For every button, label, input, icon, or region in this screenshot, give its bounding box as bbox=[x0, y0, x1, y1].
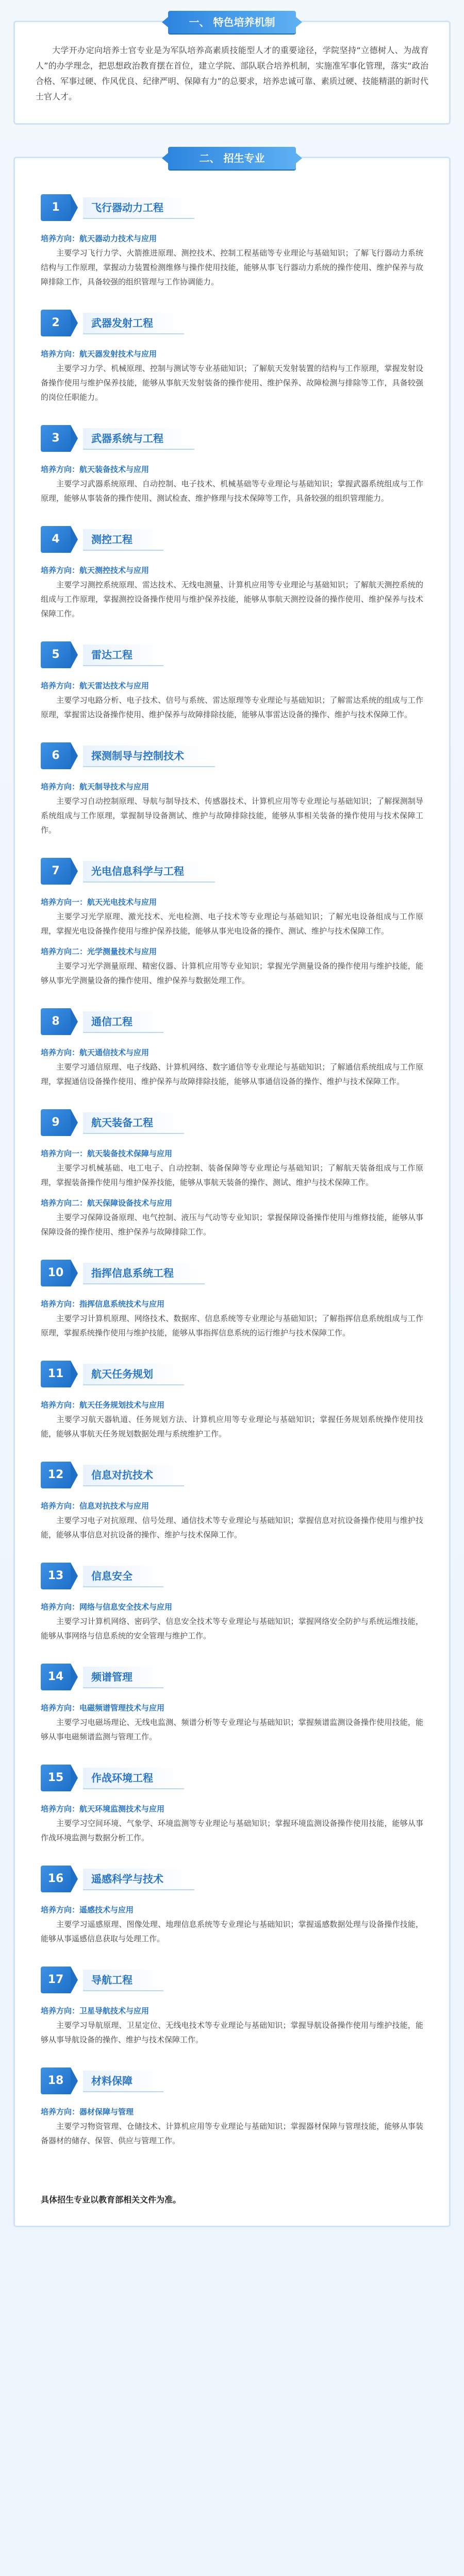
major-name: 指挥信息系统工程 bbox=[83, 1263, 205, 1284]
majors-list bbox=[15, 158, 449, 2189]
major-name: 武器发射工程 bbox=[83, 313, 184, 334]
direction-text: 主要学习导航原理、卫星定位、无线电技术等专业理论与基础知识；掌握导航设备操作使用与维护技能，能够从事导航设备的操作、维护与技术保障工作。 bbox=[41, 2021, 423, 2044]
direction-title: 培养方向二：光学测量技术与应用 bbox=[41, 947, 157, 956]
major-name: 作战环境工程 bbox=[83, 1768, 184, 1789]
direction-block bbox=[41, 2105, 423, 2148]
direction-block bbox=[41, 679, 423, 722]
major-name: 探测制导与控制技术 bbox=[83, 745, 215, 767]
major-header bbox=[41, 1260, 423, 1291]
major-name: 雷达工程 bbox=[83, 645, 163, 666]
direction-text: 主要学习计算机原理、网络技术、数据库、信息系统等专业理论与基础知识；了解指挥信息系统组成与工作原理，掌握系统操作使用与维护技能，能够从事指挥信息系统的运行维护与技术保障工作。 bbox=[41, 1314, 423, 1337]
major-header bbox=[41, 1361, 423, 1392]
direction-block bbox=[41, 563, 423, 621]
major-header bbox=[41, 1109, 423, 1140]
direction-title: 培养方向：卫星导航技术与应用 bbox=[41, 2006, 150, 2015]
direction-text: 主要学习物资管理、仓储技术、计算机应用等专业理论与基础知识；掌握器材保障与管理技能，能够从事装备器材的储存、保管、供应与管理工作。 bbox=[41, 2122, 423, 2145]
direction-block bbox=[41, 462, 423, 505]
major-name: 材料保障 bbox=[83, 2071, 163, 2092]
major-item bbox=[41, 1462, 423, 1542]
direction-block bbox=[41, 1600, 423, 1643]
direction-text: 主要学习武器系统原理、自动控制、电子技术、机械基础等专业理论与基础知识；掌握武器系统组成与工作原理，能够从事装备的操作使用、测试检查、维护修理与技术保障等工作，具备较强的组织管理能力。 bbox=[41, 479, 423, 503]
major-name: 导航工程 bbox=[83, 1970, 163, 1991]
major-item bbox=[41, 194, 423, 289]
major-number: 8 bbox=[41, 1008, 71, 1035]
major-number: 1 bbox=[41, 194, 71, 221]
direction-block bbox=[41, 231, 423, 289]
direction-text: 主要学习光学原理、激光技术、光电检测、电子技术等专业理论与基础知识；了解光电设备组成与工作原理，掌握光电设备操作使用与维护保养技能，能够从事光电设备的操作、测试、维护与技术保障工作。 bbox=[41, 912, 423, 936]
intro-panel bbox=[13, 16, 451, 125]
direction-text: 主要学习力学、机械原理、控制与测试等专业基础知识；了解航天发射装置的结构与工作原理，掌握发射设备操作使用与维护保养技能，能够从事航天发射装备的操作使用、维护保养、故障检测与排除等工作，具备较强的岗位任职能力。 bbox=[41, 364, 423, 402]
major-name: 测控工程 bbox=[83, 529, 163, 551]
direction-title: 培养方向：航天制导技术与应用 bbox=[41, 782, 150, 791]
direction-block bbox=[41, 895, 423, 938]
direction-block bbox=[41, 779, 423, 837]
major-header bbox=[41, 858, 423, 889]
direction-text: 主要学习遥感原理、图像处理、地理信息系统等专业理论与基础知识；掌握遥感数据处理与设备操作技能，能够从事遥感信息获取与处理工作。 bbox=[41, 1920, 423, 1943]
direction-text: 主要学习机械基础、电工电子、自动控制、装备保障等专业理论与基础知识；了解航天装备组成与工作原理，掌握装备操作使用与维护保养技能，能够从事航天装备的操作、测试、维护与技术保障工作。 bbox=[41, 1163, 423, 1187]
direction-block bbox=[41, 944, 423, 988]
major-item bbox=[41, 641, 423, 722]
major-header bbox=[41, 1563, 423, 1594]
direction-block bbox=[41, 1297, 423, 1340]
major-name: 信息对抗技术 bbox=[83, 1465, 184, 1486]
major-name: 遥感科学与技术 bbox=[83, 1869, 194, 1890]
direction-text: 主要学习光学测量原理、精密仪器、计算机应用等专业知识；掌握光学测量设备的操作使用与维护技能，能够从事光学测量设备的操作使用、维护保养与数据处理工作。 bbox=[41, 961, 423, 985]
major-header bbox=[41, 425, 423, 456]
direction-title: 培养方向：航天器发射技术与应用 bbox=[41, 349, 157, 359]
major-item bbox=[41, 858, 423, 988]
major-header bbox=[41, 194, 423, 225]
major-number: 13 bbox=[41, 1563, 71, 1589]
major-name: 武器系统与工程 bbox=[83, 428, 194, 450]
major-name: 信息安全 bbox=[83, 1566, 163, 1587]
direction-block bbox=[41, 2004, 423, 2047]
major-item bbox=[41, 1664, 423, 1744]
direction-title: 培养方向一：航天光电技术与应用 bbox=[41, 897, 157, 907]
major-item bbox=[41, 1563, 423, 1643]
direction-title: 培养方向：遥感技术与应用 bbox=[41, 1905, 134, 1914]
major-header bbox=[41, 641, 423, 672]
major-number: 5 bbox=[41, 641, 71, 668]
direction-title: 培养方向二：航天保障设备技术与应用 bbox=[41, 1198, 173, 1208]
major-item bbox=[41, 1260, 423, 1340]
major-number: 10 bbox=[41, 1260, 71, 1286]
major-name: 航天装备工程 bbox=[83, 1112, 184, 1134]
direction-text: 主要学习电路分析、电子技术、信号与系统、雷达原理等专业理论与基础知识；了解雷达系统的组成与工作原理，掌握雷达设备操作使用、维护保养与故障排除技能，能够从事雷达设备的操作、维护与技术保障工作。 bbox=[41, 696, 423, 719]
direction-block bbox=[41, 1903, 423, 1946]
direction-title: 培养方向：航天测控技术与应用 bbox=[41, 566, 150, 575]
major-item bbox=[41, 1967, 423, 2047]
direction-title: 培养方向：航天装备技术与应用 bbox=[41, 465, 150, 474]
majors-panel bbox=[13, 152, 451, 2227]
direction-text: 主要学习测控系统原理、雷达技术、无线电测量、计算机应用等专业理论与基础知识；了解航天测控系统的组成与工作原理，掌握测控设备操作使用与维护保养技能，能够从事航天测控设备的操作使用、维护保养与技术保障工作。 bbox=[41, 580, 423, 618]
direction-title: 培养方向：航天器动力技术与应用 bbox=[41, 234, 157, 243]
direction-title: 培养方向：指挥信息系统技术与应用 bbox=[41, 1299, 165, 1309]
direction-text: 主要学习保障设备原理、电气控制、液压与气动等专业知识；掌握保障设备操作使用与维修技能，能够从事保障设备的操作使用、维护保养与故障排除工作。 bbox=[41, 1213, 423, 1236]
major-number: 2 bbox=[41, 310, 71, 336]
major-number: 6 bbox=[41, 742, 71, 769]
major-name: 频谱管理 bbox=[83, 1667, 163, 1688]
direction-title: 培养方向：信息对抗技术与应用 bbox=[41, 1501, 150, 1511]
major-header bbox=[41, 1664, 423, 1694]
major-item bbox=[41, 526, 423, 621]
major-number: 4 bbox=[41, 526, 71, 553]
major-item bbox=[41, 310, 423, 404]
major-item bbox=[41, 1361, 423, 1441]
intro-text: 大学开办定向培养士官专业是为军队培养高素质技能型人才的重要途径，学院坚持“立德树人、为战育人”的办学理念，把思想政治教育摆在首位，建立学院、部队联合培养机制，实施准军事化管理，落实“政治合格、军事过硬、作风优良、纪律严明、保障有力”的总要求，培养忠诚可靠、素质过硬、技能精湛的新时代士官人才。 bbox=[36, 45, 428, 101]
direction-title: 培养方向：电磁频谱管理技术与应用 bbox=[41, 1703, 165, 1713]
major-number: 15 bbox=[41, 1765, 71, 1791]
major-item bbox=[41, 1765, 423, 1845]
direction-title: 培养方向：航天任务规划技术与应用 bbox=[41, 1400, 165, 1410]
major-number: 17 bbox=[41, 1967, 71, 1993]
major-number: 11 bbox=[41, 1361, 71, 1387]
direction-block bbox=[41, 1499, 423, 1542]
major-number: 16 bbox=[41, 1866, 71, 1892]
major-number: 14 bbox=[41, 1664, 71, 1690]
section-title: 一、 特色培养机制 bbox=[168, 11, 296, 33]
bottom-decoration bbox=[0, 2227, 464, 2248]
major-item bbox=[41, 1866, 423, 1946]
direction-text: 主要学习空间环境、气象学、环境监测等专业理论与基础知识；掌握环境监测设备操作使用技能，能够从事作战环境监测与数据分析工作。 bbox=[41, 1819, 423, 1842]
direction-title: 培养方向一：航天装备技术保障与应用 bbox=[41, 1149, 173, 1158]
direction-title: 培养方向：器材保障与管理 bbox=[41, 2107, 134, 2116]
major-name: 航天任务规划 bbox=[83, 1364, 184, 1385]
major-number: 3 bbox=[41, 425, 71, 452]
direction-title: 培养方向：航天通信技术与应用 bbox=[41, 1048, 150, 1057]
major-name: 飞行器动力工程 bbox=[83, 197, 194, 219]
direction-block bbox=[41, 1045, 423, 1089]
direction-text: 主要学习自动控制原理、导航与制导技术、传感器技术、计算机应用等专业理论与基础知识；了解探测制导系统组成与工作原理，掌握制导设备测试、维护与故障排除技能，能够从事相关装备的操作使用与技术保障工作。 bbox=[41, 796, 423, 835]
major-header bbox=[41, 1462, 423, 1493]
major-number: 9 bbox=[41, 1109, 71, 1136]
major-number: 12 bbox=[41, 1462, 71, 1488]
closing-note: 具体招生专业以教育部相关文件为准。 bbox=[41, 2195, 181, 2205]
direction-block bbox=[41, 1398, 423, 1441]
direction-text: 主要学习电子对抗原理、信号处理、通信技术等专业理论与基础知识；掌握信息对抗设备操作使用与维护技能，能够从事信息对抗设备的操作、维护与技术保障工作。 bbox=[41, 1516, 423, 1539]
section-title: 二、 招生专业 bbox=[168, 147, 296, 170]
major-number: 18 bbox=[41, 2067, 71, 2094]
major-name: 光电信息科学与工程 bbox=[83, 861, 215, 883]
direction-block bbox=[41, 1802, 423, 1845]
major-item bbox=[41, 2067, 423, 2148]
major-number: 7 bbox=[41, 858, 71, 885]
direction-text: 主要学习通信原理、电子线路、计算机网络、数字通信等专业理论与基础知识；了解通信系统组成与工作原理，掌握通信设备操作使用、维护保养与故障排除技能，能够从事通信设备的操作、维护与技术保障工作。 bbox=[41, 1062, 423, 1086]
direction-text: 主要学习计算机网络、密码学、信息安全技术等专业理论与基础知识；掌握网络安全防护与系统运维技能，能够从事网络与信息系统的安全管理与维护工作。 bbox=[41, 1617, 423, 1640]
major-name: 通信工程 bbox=[83, 1011, 163, 1033]
major-item bbox=[41, 1008, 423, 1089]
direction-block bbox=[41, 1196, 423, 1239]
major-header bbox=[41, 742, 423, 773]
direction-title: 培养方向：网络与信息安全技术与应用 bbox=[41, 1602, 173, 1612]
major-item bbox=[41, 1109, 423, 1239]
direction-block bbox=[41, 1701, 423, 1744]
direction-title: 培养方向：航天环境监测技术与应用 bbox=[41, 1804, 165, 1814]
major-header bbox=[41, 526, 423, 557]
major-header bbox=[41, 1765, 423, 1795]
major-header bbox=[41, 1866, 423, 1896]
major-header bbox=[41, 1967, 423, 1997]
direction-block bbox=[41, 1146, 423, 1190]
major-item bbox=[41, 742, 423, 837]
major-header bbox=[41, 2067, 423, 2098]
direction-text: 主要学习飞行力学、火箭推进原理、测控技术、控制工程基础等专业理论与基础知识；了解飞行器动力系统结构与工作原理，掌握动力装置检测维修与操作使用技能，能够从事飞行器动力系统的操作使用、维护保养与故障排除工作，具备较强的组织管理与工作协调能力。 bbox=[41, 248, 423, 286]
direction-text: 主要学习航天器轨道、任务规划方法、计算机应用等专业理论与基础知识；掌握任务规划系统操作使用技能，能够从事航天任务规划数据处理与系统维护工作。 bbox=[41, 1415, 423, 1438]
major-header bbox=[41, 1008, 423, 1039]
direction-title: 培养方向：航天雷达技术与应用 bbox=[41, 681, 150, 690]
major-item bbox=[41, 425, 423, 505]
major-header bbox=[41, 310, 423, 341]
direction-text: 主要学习电磁场理论、无线电监测、频谱分析等专业理论与基础知识；掌握频谱监测设备操作使用技能，能够从事电磁频谱监测与管理工作。 bbox=[41, 1718, 423, 1741]
direction-block bbox=[41, 347, 423, 404]
